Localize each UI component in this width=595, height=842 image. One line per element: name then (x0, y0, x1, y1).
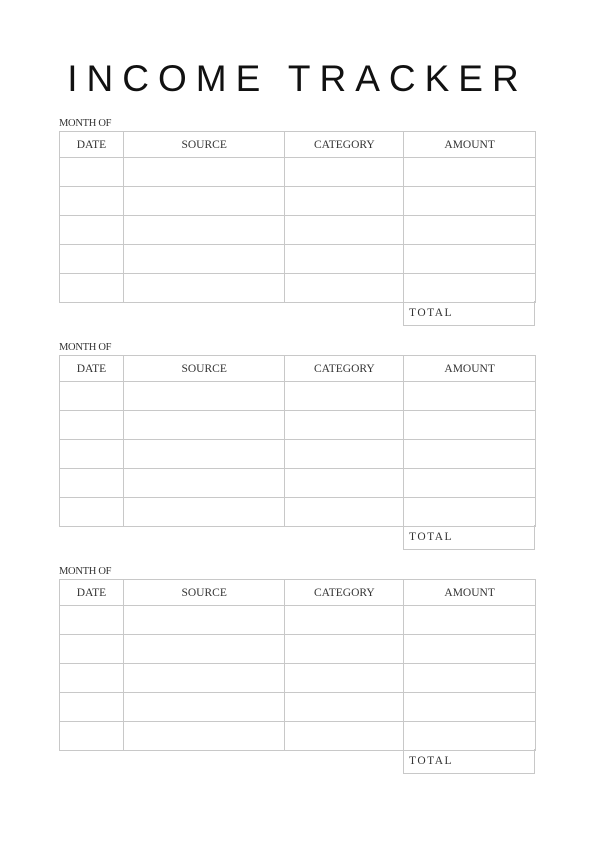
date-cell[interactable] (60, 245, 124, 274)
category-cell[interactable] (285, 216, 404, 245)
source-cell[interactable] (123, 722, 285, 751)
category-cell[interactable] (285, 245, 404, 274)
month-of-label: MONTH OF (59, 118, 112, 129)
source-cell[interactable] (123, 274, 285, 303)
month-of-label: MONTH OF (59, 342, 112, 353)
table-row (60, 440, 536, 469)
source-cell[interactable] (123, 411, 285, 440)
amount-cell[interactable] (404, 722, 536, 751)
table-row (60, 606, 536, 635)
table-row (60, 158, 536, 187)
category-cell[interactable] (285, 498, 404, 527)
date-cell[interactable] (60, 606, 124, 635)
category-cell[interactable] (285, 606, 404, 635)
category-cell[interactable] (285, 187, 404, 216)
category-cell[interactable] (285, 635, 404, 664)
table-row (60, 722, 536, 751)
income-table (59, 131, 536, 303)
amount-cell[interactable] (404, 606, 536, 635)
category-cell[interactable] (285, 158, 404, 187)
table-row (60, 274, 536, 303)
source-cell[interactable] (123, 693, 285, 722)
date-cell[interactable] (60, 382, 124, 411)
amount-cell[interactable] (404, 440, 536, 469)
column-header-date: DATE (60, 356, 124, 382)
income-table (59, 355, 536, 527)
source-cell[interactable] (123, 469, 285, 498)
amount-cell[interactable] (404, 469, 536, 498)
column-header-amount: AMOUNT (404, 356, 536, 382)
date-cell[interactable] (60, 722, 124, 751)
column-header-date: DATE (60, 132, 124, 158)
source-cell[interactable] (123, 664, 285, 693)
amount-cell[interactable] (404, 693, 536, 722)
amount-cell[interactable] (404, 274, 536, 303)
source-cell[interactable] (123, 498, 285, 527)
column-header-amount: AMOUNT (404, 132, 536, 158)
date-cell[interactable] (60, 469, 124, 498)
table-row (60, 382, 536, 411)
table-header-row (60, 132, 536, 158)
table-row (60, 469, 536, 498)
amount-cell[interactable] (404, 411, 536, 440)
table-row (60, 498, 536, 527)
amount-cell[interactable] (404, 216, 536, 245)
column-header-source: SOURCE (123, 132, 285, 158)
date-cell[interactable] (60, 187, 124, 216)
date-cell[interactable] (60, 411, 124, 440)
table-row (60, 664, 536, 693)
category-cell[interactable] (285, 274, 404, 303)
table-header-row (60, 580, 536, 606)
table-row (60, 187, 536, 216)
amount-cell[interactable] (404, 664, 536, 693)
category-cell[interactable] (285, 411, 404, 440)
total-cell[interactable]: TOTAL (403, 525, 535, 550)
category-cell[interactable] (285, 382, 404, 411)
table-row (60, 693, 536, 722)
category-cell[interactable] (285, 664, 404, 693)
table-row (60, 245, 536, 274)
amount-cell[interactable] (404, 635, 536, 664)
source-cell[interactable] (123, 158, 285, 187)
amount-cell[interactable] (404, 245, 536, 274)
column-header-source: SOURCE (123, 356, 285, 382)
date-cell[interactable] (60, 440, 124, 469)
total-cell[interactable]: TOTAL (403, 749, 535, 774)
category-cell[interactable] (285, 469, 404, 498)
source-cell[interactable] (123, 382, 285, 411)
column-header-category: CATEGORY (285, 356, 404, 382)
table-row (60, 216, 536, 245)
source-cell[interactable] (123, 440, 285, 469)
column-header-category: CATEGORY (285, 132, 404, 158)
column-header-category: CATEGORY (285, 580, 404, 606)
date-cell[interactable] (60, 693, 124, 722)
amount-cell[interactable] (404, 187, 536, 216)
date-cell[interactable] (60, 216, 124, 245)
amount-cell[interactable] (404, 382, 536, 411)
page-title: INCOME TRACKER (67, 58, 528, 99)
category-cell[interactable] (285, 440, 404, 469)
table-header-row (60, 356, 536, 382)
total-cell[interactable]: TOTAL (403, 301, 535, 326)
category-cell[interactable] (285, 693, 404, 722)
table-row (60, 411, 536, 440)
column-header-source: SOURCE (123, 580, 285, 606)
source-cell[interactable] (123, 635, 285, 664)
amount-cell[interactable] (404, 498, 536, 527)
date-cell[interactable] (60, 274, 124, 303)
income-table (59, 579, 536, 751)
table-row (60, 635, 536, 664)
source-cell[interactable] (123, 187, 285, 216)
month-of-label: MONTH OF (59, 566, 112, 577)
amount-cell[interactable] (404, 158, 536, 187)
column-header-date: DATE (60, 580, 124, 606)
date-cell[interactable] (60, 635, 124, 664)
source-cell[interactable] (123, 606, 285, 635)
date-cell[interactable] (60, 158, 124, 187)
source-cell[interactable] (123, 245, 285, 274)
column-header-amount: AMOUNT (404, 580, 536, 606)
category-cell[interactable] (285, 722, 404, 751)
date-cell[interactable] (60, 498, 124, 527)
source-cell[interactable] (123, 216, 285, 245)
date-cell[interactable] (60, 664, 124, 693)
